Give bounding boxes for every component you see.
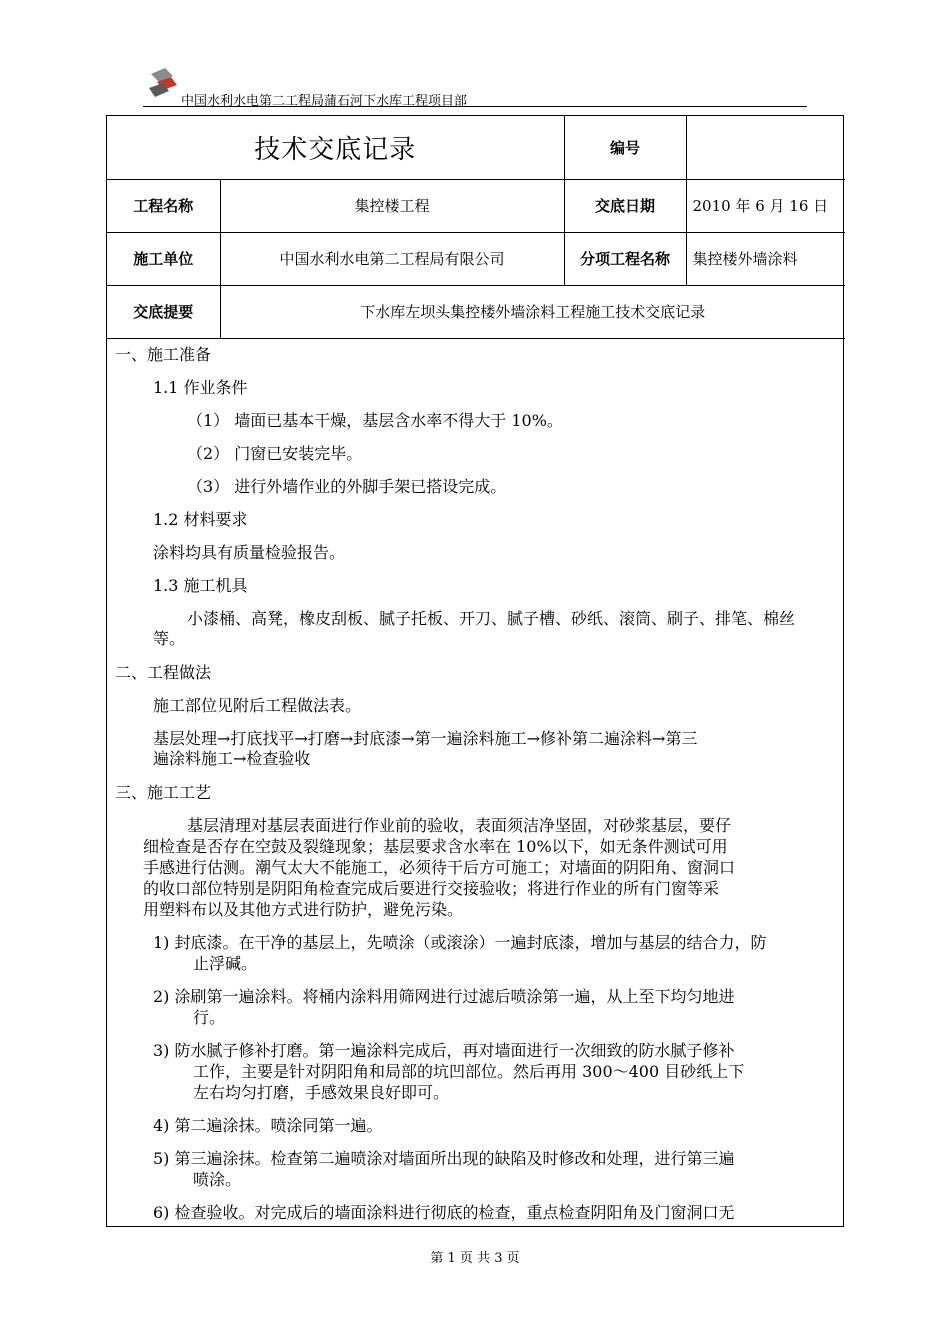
contractor-label: 施工单位: [107, 232, 220, 285]
section-heading: 一、施工准备: [115, 345, 212, 364]
date-label: 交底日期: [564, 179, 686, 232]
number-label: 编号: [564, 116, 686, 179]
subsection-heading: 1.1 作业条件: [153, 378, 248, 397]
subproject-label: 分项工程名称: [564, 232, 686, 285]
step-item-cont: 左右均匀打磨，手感效果良好即可。: [193, 1083, 450, 1102]
summary-value: 下水库左坝头集控楼外墙涂料工程施工技术交底记录: [220, 285, 845, 338]
paragraph-line: 等。: [153, 629, 186, 648]
step-item: 2) 涂刷第一遍涂料。将桶内涂料用筛网进行过滤后喷涂第一遍，从上至下均匀地进: [153, 987, 735, 1006]
page-header: [143, 66, 807, 108]
step-item: 6) 检查验收。对完成后的墙面涂料进行彻底的检查，重点检查阴阳角及门窗洞口无: [153, 1203, 735, 1222]
date-value: 2010 年 6 月 16 日: [686, 179, 845, 232]
section-heading: 二、工程做法: [115, 663, 212, 682]
page-number: 第 1 页 共 3 页: [430, 1251, 520, 1266]
document-frame: [106, 115, 844, 1227]
paragraph-line: 小漆桶、高凳，橡皮刮板、腻子托板、开刀、腻子槽、砂纸、滚筒、刷子、排笔、棉丝: [187, 609, 796, 628]
paragraph-line: 施工部位见附后工程做法表。: [153, 696, 362, 715]
step-item-cont: 行。: [193, 1008, 226, 1027]
section-heading: 三、施工工艺: [115, 783, 212, 802]
step-item-cont: 喷涂。: [193, 1170, 242, 1189]
step-item-cont: 止浮碱。: [193, 954, 258, 973]
paragraph-line: 基层清理对基层表面进行作业前的验收，表面须洁净坚固，对砂浆基层，要仔: [187, 816, 732, 835]
paragraph-line: 涂料均具有质量检验报告。: [153, 543, 346, 562]
page-title: 技术交底记录: [107, 116, 564, 179]
step-item-cont: 工作，主要是针对阴阳角和局部的坑凹部位。然后再用 300～400 目砂纸上下: [193, 1062, 745, 1081]
step-item: 3) 防水腻子修补打磨。第一遍涂料完成后，再对墙面进行一次细致的防水腻子修补: [153, 1041, 735, 1060]
info-table: [107, 116, 845, 339]
header-org-name: 中国水利水电第二工程局蒲石河下水库工程项目部: [181, 94, 468, 109]
paragraph-line: 用塑料布以及其他方式进行防护，避免污染。: [143, 900, 464, 919]
list-item: （3） 进行外墙作业的外脚手架已搭设完成。: [187, 477, 507, 496]
step-item: 5) 第三遍涂抹。检查第二遍喷涂对墙面所出现的缺陷及时修改和处理，进行第三遍: [153, 1149, 735, 1168]
list-item: （2） 门窗已安装完毕。: [187, 444, 363, 463]
project-name-label: 工程名称: [107, 179, 220, 232]
paragraph-line: 手感进行估测。潮气太大不能施工，必须待干后方可施工；对墙面的阴阳角、窗洞口: [143, 858, 736, 877]
subsection-heading: 1.3 施工机具: [153, 576, 248, 595]
header-divider: [143, 106, 807, 107]
list-item: （1） 墙面已基本干燥，基层含水率不得大于 10%。: [187, 411, 563, 430]
project-name-value: 集控楼工程: [220, 179, 564, 232]
step-item: 4) 第二遍涂抹。喷涂同第一遍。: [153, 1116, 383, 1135]
paragraph-line: 的收口部位特别是阴阳角检查完成后要进行交接验收；将进行作业的所有门窗等采: [143, 879, 720, 898]
subproject-value: 集控楼外墙涂料: [686, 232, 845, 285]
paragraph-line: 基层处理→打底找平→打磨→封底漆→第一遍涂料施工→修补第二遍涂料→第三: [153, 729, 698, 748]
summary-label: 交底提要: [107, 285, 220, 338]
number-value: [686, 116, 845, 179]
paragraph-line: 遍涂料施工→检查验收: [153, 749, 311, 768]
subsection-heading: 1.2 材料要求: [153, 510, 248, 529]
step-item: 1) 封底漆。在干净的基层上，先喷涂（或滚涂）一遍封底漆，增加与基层的结合力，防: [153, 933, 767, 952]
company-logo-icon: [143, 66, 181, 104]
contractor-value: 中国水利水电第二工程局有限公司: [220, 232, 564, 285]
paragraph-line: 细检查是否存在空鼓及裂缝现象；基层要求含水率在 10%以下，如无条件测试可用: [143, 837, 728, 856]
